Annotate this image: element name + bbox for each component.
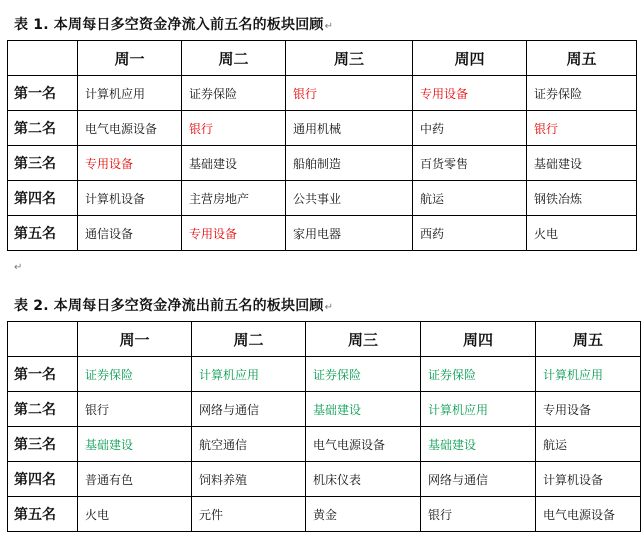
sector-cell: 专用设备 (413, 76, 527, 111)
sector-cell: 银行 (78, 392, 192, 427)
table-row (8, 462, 641, 497)
sector-cell: 银行 (527, 111, 637, 146)
sector-cell: 黄金 (306, 497, 421, 532)
sector-cell: 网络与通信 (192, 392, 306, 427)
sector-cell: 饲料养殖 (192, 462, 306, 497)
sector-cell: 计算机设备 (78, 181, 182, 216)
sector-cell: 计算机应用 (78, 76, 182, 111)
sector-cell: 基础建设 (306, 392, 421, 427)
sector-cell: 计算机应用 (421, 392, 536, 427)
table-row (8, 76, 637, 111)
paragraph-mark-icon: ↵ (14, 262, 23, 273)
table-row (8, 427, 641, 462)
sector-cell: 通信设备 (78, 216, 182, 251)
corner-cell (8, 322, 78, 357)
inflow-header-row (8, 41, 637, 76)
sector-cell: 航运 (413, 181, 527, 216)
sector-cell: 专用设备 (536, 392, 641, 427)
sector-cell: 银行 (421, 497, 536, 532)
sector-cell: 钢铁冶炼 (527, 181, 637, 216)
rank-label: 第二名 (8, 111, 78, 146)
paragraph-mark-icon: ↵ (324, 21, 334, 32)
weekday-header: 周五 (536, 322, 641, 357)
table-row (8, 111, 637, 146)
weekday-header: 周四 (421, 322, 536, 357)
sector-cell: 航空通信 (192, 427, 306, 462)
sector-cell: 火电 (78, 497, 192, 532)
sector-cell: 基础建设 (182, 146, 286, 181)
corner-cell (8, 41, 78, 76)
sector-cell: 银行 (286, 76, 413, 111)
inflow-table (7, 40, 637, 251)
sector-cell: 航运 (536, 427, 641, 462)
sector-cell: 计算机应用 (192, 357, 306, 392)
sector-cell: 公共事业 (286, 181, 413, 216)
sector-cell: 网络与通信 (421, 462, 536, 497)
table1-caption (14, 14, 333, 34)
sector-cell: 电气电源设备 (536, 497, 641, 532)
table-row (8, 216, 637, 251)
sector-cell: 计算机设备 (536, 462, 641, 497)
rank-label: 第三名 (8, 427, 78, 462)
table-row (8, 357, 641, 392)
sector-cell: 火电 (527, 216, 637, 251)
sector-cell: 电气电源设备 (78, 111, 182, 146)
table-row (8, 181, 637, 216)
sector-cell: 船舶制造 (286, 146, 413, 181)
sector-cell: 证券保险 (421, 357, 536, 392)
rank-label: 第四名 (8, 462, 78, 497)
weekday-header: 周二 (192, 322, 306, 357)
table2-caption (14, 295, 333, 315)
sector-cell: 西药 (413, 216, 527, 251)
sector-cell: 计算机应用 (536, 357, 641, 392)
weekday-header: 周四 (413, 41, 527, 76)
weekday-header: 周二 (182, 41, 286, 76)
sector-cell: 证券保险 (182, 76, 286, 111)
sector-cell: 专用设备 (78, 146, 182, 181)
table2-caption-text: 表 2. 本周每日多空资金净流出前五名的板块回顾 (14, 298, 324, 314)
table1-caption-text: 表 1. 本周每日多空资金净流入前五名的板块回顾 (14, 17, 324, 33)
weekday-header: 周一 (78, 322, 192, 357)
rank-label: 第二名 (8, 392, 78, 427)
sector-cell: 基础建设 (421, 427, 536, 462)
sector-cell: 专用设备 (182, 216, 286, 251)
sector-cell: 主营房地产 (182, 181, 286, 216)
sector-cell: 中药 (413, 111, 527, 146)
sector-cell: 机床仪表 (306, 462, 421, 497)
table-row (8, 146, 637, 181)
sector-cell: 基础建设 (78, 427, 192, 462)
sector-cell: 电气电源设备 (306, 427, 421, 462)
sector-cell: 证券保险 (306, 357, 421, 392)
weekday-header: 周五 (527, 41, 637, 76)
weekday-header: 周三 (306, 322, 421, 357)
outflow-table (7, 321, 641, 532)
sector-cell: 基础建设 (527, 146, 637, 181)
table-row (8, 392, 641, 427)
sector-cell: 银行 (182, 111, 286, 146)
outflow-header-row (8, 322, 641, 357)
rank-label: 第五名 (8, 497, 78, 532)
sector-cell: 百货零售 (413, 146, 527, 181)
rank-label: 第一名 (8, 357, 78, 392)
rank-label: 第四名 (8, 181, 78, 216)
sector-cell: 普通有色 (78, 462, 192, 497)
rank-label: 第五名 (8, 216, 78, 251)
sector-cell: 证券保险 (78, 357, 192, 392)
rank-label: 第一名 (8, 76, 78, 111)
sector-cell: 通用机械 (286, 111, 413, 146)
table-row (8, 497, 641, 532)
sector-cell: 元件 (192, 497, 306, 532)
paragraph-mark-icon: ↵ (324, 302, 334, 313)
weekday-header: 周一 (78, 41, 182, 76)
sector-cell: 证券保险 (527, 76, 637, 111)
rank-label: 第三名 (8, 146, 78, 181)
weekday-header: 周三 (286, 41, 413, 76)
sector-cell: 家用电器 (286, 216, 413, 251)
